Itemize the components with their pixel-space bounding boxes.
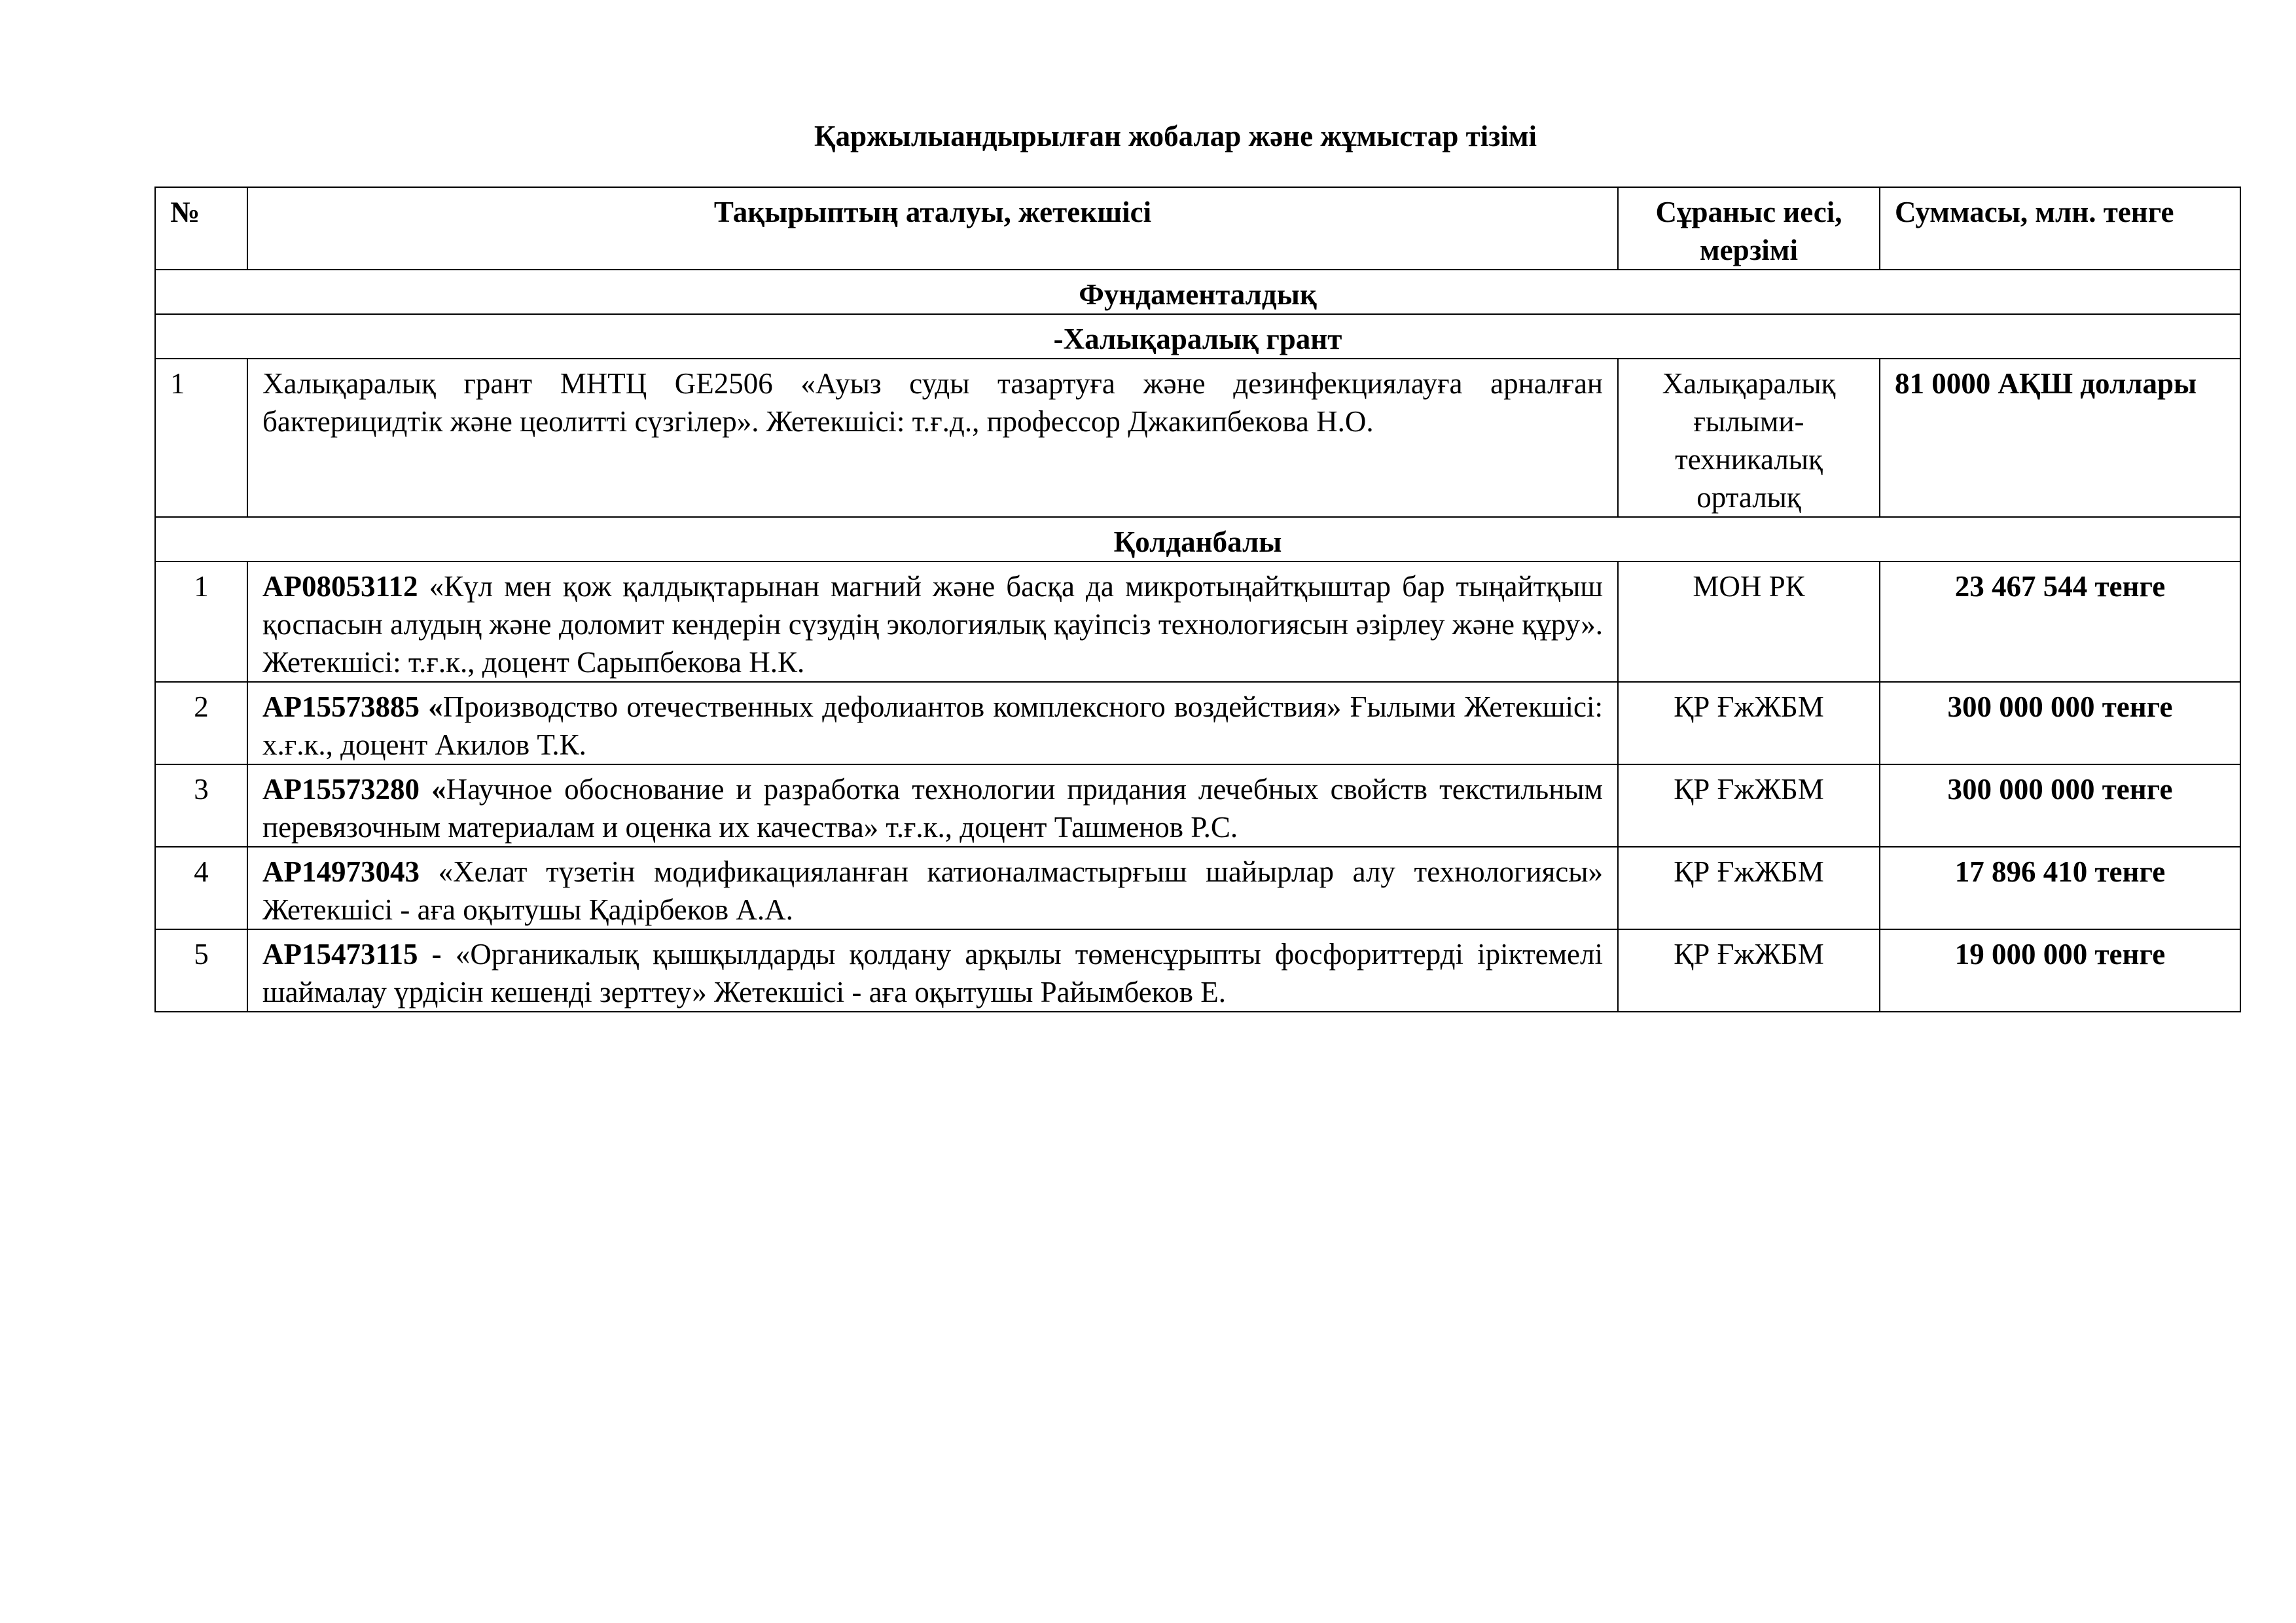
- row-owner: Халықаралық ғылыми-техникалық орталық: [1618, 359, 1880, 517]
- row-owner: ҚР ҒжЖБМ: [1618, 929, 1880, 1012]
- row-number: 1: [155, 359, 247, 517]
- header-row: [155, 187, 2240, 270]
- row-owner: ҚР ҒжЖБМ: [1618, 764, 1880, 847]
- row-topic: [247, 847, 1618, 929]
- row-topic: [247, 764, 1618, 847]
- row-number: 3: [155, 764, 247, 847]
- table-row: [155, 359, 2240, 517]
- project-description: «Хелат түзетін модификацияланған катионалмастырғыш шайырлар алу технологиясы» Жетекшісі - аға оқытушы Қадірбеков А.А.: [262, 855, 1603, 926]
- table-row: [155, 764, 2240, 847]
- row-number: 2: [155, 682, 247, 764]
- row-sum: 300 000 000 тенге: [1880, 764, 2240, 847]
- project-code: AP15573280 «: [262, 773, 446, 806]
- row-sum: 81 0000 АҚШ доллары: [1880, 359, 2240, 517]
- row-topic: [247, 562, 1618, 682]
- project-code: AP08053112: [262, 570, 418, 603]
- section-row-fundamental: [155, 270, 2240, 314]
- header-sum: Суммасы, млн. тенге: [1880, 187, 2240, 270]
- project-code: AP15473115 -: [262, 938, 442, 971]
- section-fundamental: Фундаменталдық: [155, 270, 2240, 314]
- document-title: Қаржылыандырылған жобалар және жұмыстар тізімі: [814, 120, 1537, 152]
- project-code: AP15573885 «: [262, 690, 443, 723]
- table-row: [155, 847, 2240, 929]
- header-topic: Тақырыптың аталуы, жетекшісі: [247, 187, 1618, 270]
- table-row: [155, 682, 2240, 764]
- header-number: №: [155, 187, 247, 270]
- section-international: -Халықаралық грант: [155, 314, 2240, 359]
- section-applied: Қолданбалы: [155, 517, 2240, 562]
- project-description: «Күл мен қож қалдықтарынан магний және басқа да микротыңайтқыштар бар тыңайтқыш қоспасын алудың және доломит кендерін сүзудің экологиялық қауіпсіз технологиясын әзірлеу және құру». Жетекшісі: т.ғ.к., доцент Сарыпбекова Н.К.: [262, 570, 1603, 679]
- row-topic: [247, 929, 1618, 1012]
- project-code: AP14973043: [262, 855, 420, 888]
- row-number: 5: [155, 929, 247, 1012]
- project-description: Производство отечественных дефолиантов комплексного воздействия» Ғылыми Жетекшісі: х.ғ.к., доцент Акилов Т.К.: [262, 690, 1603, 761]
- project-description: Научное обоснование и разработка технологии придания лечебных свойств текстильным перевязочным материалам и оценка их качества» т.ғ.к., доцент Ташменов Р.С.: [262, 773, 1603, 844]
- row-owner: ҚР ҒжЖБМ: [1618, 847, 1880, 929]
- row-owner: ҚР ҒжЖБМ: [1618, 682, 1880, 764]
- section-row-applied: [155, 517, 2240, 562]
- row-topic: [247, 682, 1618, 764]
- table-row: [155, 562, 2240, 682]
- projects-table: [154, 187, 2241, 1012]
- row-sum: 23 467 544 тенге: [1880, 562, 2240, 682]
- row-sum: 19 000 000 тенге: [1880, 929, 2240, 1012]
- row-sum: 300 000 000 тенге: [1880, 682, 2240, 764]
- row-sum: 17 896 410 тенге: [1880, 847, 2240, 929]
- row-owner: МОН РК: [1618, 562, 1880, 682]
- row-number: 1: [155, 562, 247, 682]
- row-topic: Халықаралық грант МНТЦ GE2506 «Ауыз суды тазартуға және дезинфекциялауға арналған бактерицидтік және цеолитті сүзгілер». Жетекшісі: т.ғ.д., профессор Джакипбекова Н.О.: [247, 359, 1618, 517]
- header-owner: Сұраныс иесі, мерзімі: [1618, 187, 1880, 270]
- project-description: «Органикалық қышқылдарды қолдану арқылы төменсұрыпты фосфориттерді іріктемелі шаймалау үрдісін кешенді зерттеу» Жетекшісі - аға оқытушы Райымбеков Е.: [262, 938, 1603, 1008]
- row-number: 4: [155, 847, 247, 929]
- table-row: [155, 929, 2240, 1012]
- section-row-international: [155, 314, 2240, 359]
